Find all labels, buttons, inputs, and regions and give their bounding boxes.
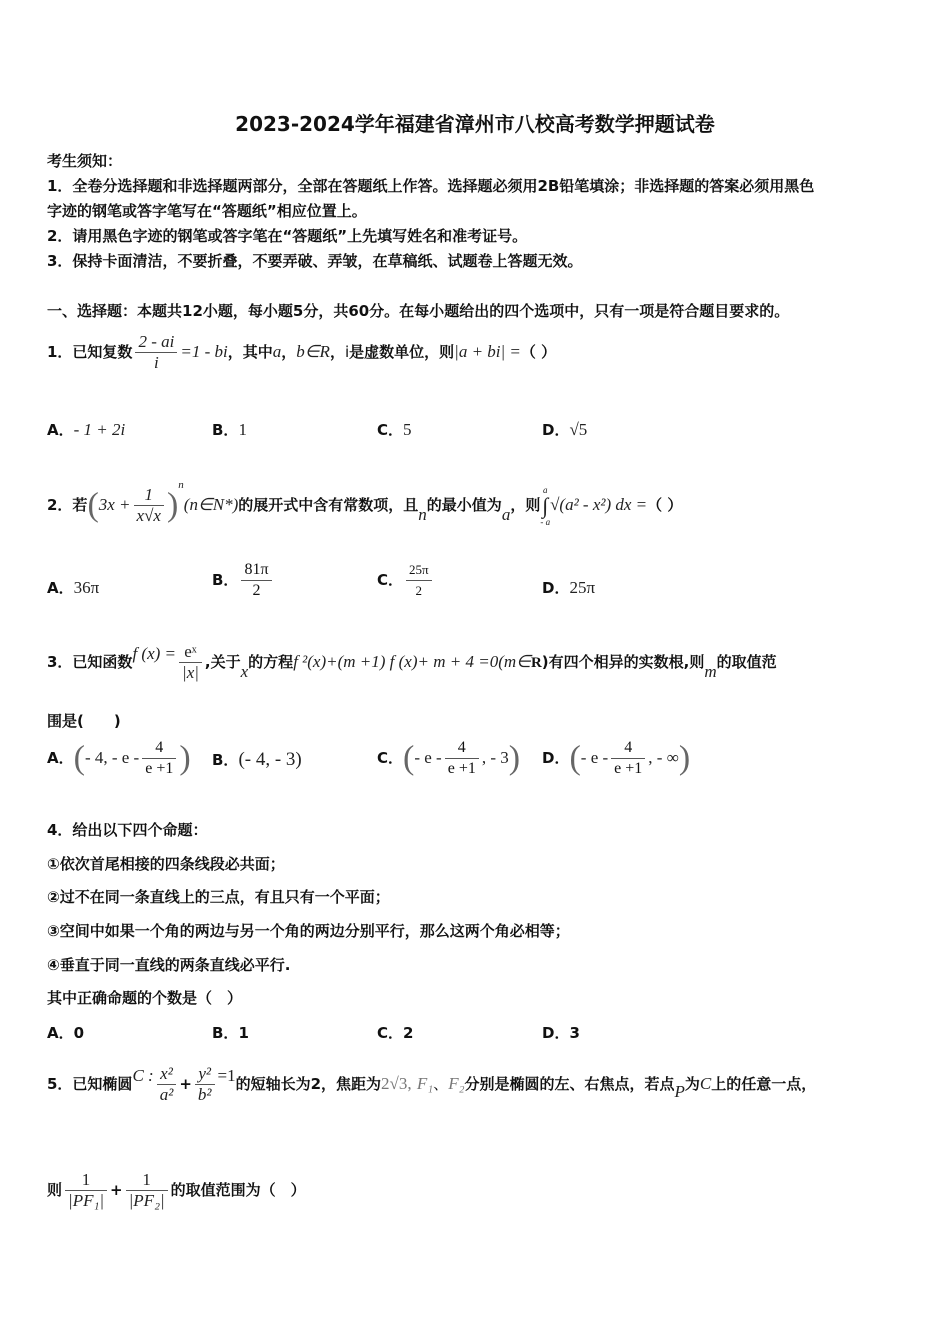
integral-sign: ∫ [542, 492, 549, 518]
option-label: A． [47, 421, 74, 439]
question-1 [47, 332, 556, 373]
option-label: C． [377, 749, 404, 767]
page-title: 2023-2024学年福建省漳州市八校高考数学押题试卷 [235, 112, 715, 136]
q4-ask: 其中正确命题的个数是（ ） [47, 989, 243, 1007]
option-post: , - ∞ [648, 748, 679, 767]
option-fraction [241, 560, 271, 601]
q1-option-b[interactable] [212, 420, 247, 440]
q5-text: 分别是椭圆的左、右焦点，若点 [464, 1075, 675, 1093]
q5-num: y² [195, 1064, 215, 1085]
option-value: 2 [403, 1024, 414, 1042]
option-label: C． [377, 571, 404, 589]
q1-text: 1．已知复数 [47, 343, 133, 361]
question-3 [47, 642, 777, 683]
q3-text: )有四个相异的实数根,则 [541, 653, 705, 671]
option-num: 4 [142, 738, 176, 759]
q3-line2: 围是( ) [47, 712, 121, 730]
q3-m: m [704, 662, 717, 681]
q5-den: a² [159, 1085, 174, 1104]
option-label: C． [377, 1024, 404, 1042]
q5-den: |PF₂| [128, 1191, 165, 1210]
option-num: 4 [611, 738, 645, 759]
q4-option-c[interactable] [377, 1023, 413, 1043]
q5-text: 的取值范围为（ ） [170, 1181, 306, 1199]
q5-den: b² [197, 1085, 212, 1104]
option-num: 25π [406, 560, 432, 581]
option-label: D． [542, 421, 570, 439]
q5-fraction-y [195, 1064, 215, 1105]
option-den: e +1 [614, 760, 643, 777]
q5-plus: + [179, 1075, 192, 1093]
option-den: e +1 [447, 760, 476, 777]
q2-text: 2．若 [47, 496, 88, 514]
question-4: 4．给出以下四个命题： [47, 821, 208, 839]
q5-p: P [674, 1082, 685, 1101]
q5-line2 [47, 1170, 306, 1211]
option-pre: - e - [580, 748, 609, 767]
q5-c: C [699, 1074, 712, 1093]
option-fraction [445, 738, 479, 779]
q4-option-a[interactable] [47, 1023, 84, 1043]
q1-text: ， [329, 343, 345, 361]
q2-text: 的展开式中含有常数项，且 [238, 496, 419, 514]
option-label: B． [212, 1024, 239, 1042]
q4-options [47, 1023, 907, 1045]
q5-plus: + [110, 1181, 123, 1199]
q1-option-c[interactable] [377, 420, 412, 440]
section-heading: 一、选择题：本题共12小题，每小题5分，共60分。在每小题给出的四个选项中，只有一项是符合题目要求的。 [47, 302, 790, 320]
q1-abs: |a + bi| = [454, 342, 521, 361]
q4-proposition: ③空间中如果一个角的两边与另一个角的两边分别平行，那么这两个角必相等； [47, 922, 570, 940]
q1-text: ，其中 [227, 343, 273, 361]
q3-fraction [179, 642, 202, 683]
option-label: B． [212, 751, 239, 769]
q1-text: 是虚数单位，则 [349, 343, 455, 361]
q3-f: f (x) = [132, 644, 177, 663]
notice-item: 1．全卷分选择题和非选择题两部分，全部在答题纸上作答。选择题必须用2B铅笔填涂；非选择题的答案必须用黑色 [47, 177, 815, 195]
q1-text: （ ） [520, 343, 557, 361]
option-den: 2 [252, 582, 261, 599]
option-label: D． [542, 749, 570, 767]
notice-item: 2．请用黑色字迹的钢笔或答字笔在“答题纸”上先填写姓名和准考证号。 [47, 227, 528, 245]
q2-den: x√x [136, 506, 161, 525]
q4-proposition: ②过不在同一条直线上的三点，有且只有一个平面； [47, 888, 390, 906]
q2-num: 1 [134, 485, 164, 506]
option-label: A． [47, 579, 74, 597]
q4-option-d[interactable] [542, 1023, 580, 1043]
q2-option-d[interactable] [542, 578, 595, 598]
q5-den: |PF₁| [68, 1191, 105, 1210]
q1-eq: =1 - bi [180, 342, 228, 361]
q5-C: C : [132, 1066, 154, 1085]
q1-i: i [344, 343, 350, 361]
q2-n: n [418, 505, 427, 524]
q5-text: 、 [433, 1075, 449, 1093]
option-label: B． [212, 421, 239, 439]
q3-den: |x| [182, 663, 199, 682]
q5-fraction-pf2 [126, 1170, 168, 1211]
q1-options [47, 420, 907, 444]
q3-text: 3．已知函数 [47, 653, 133, 671]
q2-option-a[interactable] [47, 578, 99, 598]
option-num: 81π [241, 560, 271, 581]
q1-den: i [154, 353, 159, 372]
option-value: 3 [569, 1024, 580, 1042]
q3-num: eˣ [179, 642, 202, 663]
q3-option-b[interactable] [212, 750, 302, 770]
q2-options [47, 560, 907, 610]
q2-exp: n [178, 479, 184, 491]
q5-text: 则 [47, 1181, 63, 1199]
q2-integrand: √(a² - x²) dx = [550, 495, 648, 514]
q1-b: b∈R [296, 342, 330, 361]
option-label: D． [542, 1024, 570, 1042]
option-label: B． [212, 571, 239, 589]
q5-text: 为 [684, 1075, 700, 1093]
notice-item: 字迹的钢笔或答字笔写在“答题纸”相应位置上。 [47, 202, 367, 220]
q3-option-a[interactable]: A．(- 4, - e - $\frac{4}{e +1}$ ) [47, 739, 191, 777]
option-value: √5 [569, 420, 588, 439]
option-pre: - e - [414, 748, 442, 767]
q2-option-c[interactable] [377, 560, 435, 601]
q5-text: 上的任意一点， [711, 1075, 817, 1093]
q4-proposition: ④垂直于同一直线的两条直线必平行. [47, 956, 291, 974]
q5-eq: =1 [217, 1066, 236, 1085]
q2-text: （ ） [647, 496, 683, 514]
q3-R: R [530, 655, 542, 671]
q1-option-d[interactable] [542, 420, 587, 440]
q5-text: 5．已知椭圆 [47, 1075, 133, 1093]
option-value: 36π [73, 578, 100, 597]
option-value: 1 [238, 420, 247, 439]
q5-fraction-pf1 [65, 1170, 107, 1211]
q3-text: 的方程 [248, 653, 294, 671]
q5-fraction-x [157, 1064, 177, 1105]
q5-f1: F₁ [416, 1074, 434, 1093]
q5-text: 的短轴长为2，焦距为 [235, 1075, 382, 1093]
q3-text: ,关于 [204, 653, 241, 671]
q5-num: 1 [126, 1170, 168, 1191]
q3-text: 的取值范 [716, 653, 777, 671]
q5-num: 1 [65, 1170, 107, 1191]
q2-option-b[interactable] [212, 560, 275, 601]
option-den: e +1 [145, 760, 174, 777]
option-value: 25π [569, 578, 596, 597]
option-label: D． [542, 579, 570, 597]
q1-num: 2 - ai [135, 332, 177, 353]
q5-f2: F₂ [448, 1074, 465, 1093]
q2-fraction [134, 485, 164, 526]
option-label: A． [47, 749, 74, 767]
q4-proposition: ①依次首尾相接的四条线段必共面； [47, 855, 285, 873]
option-value: 5 [403, 420, 412, 439]
q2-a: a [501, 505, 511, 524]
question-5 [47, 1064, 816, 1105]
q1-option-a[interactable] [47, 420, 125, 440]
option-value: (- 4, - 3) [238, 749, 302, 770]
option-label: C． [377, 421, 404, 439]
q3-option-d[interactable]: D．(- e - $\frac{4}{e +1}$ , - ∞) [542, 739, 691, 777]
q5-num: x² [157, 1064, 177, 1085]
option-den: 2 [415, 583, 423, 598]
q3-equation: f ²(x)+(m +1) f (x)+ m + 4 =0(m∈ [293, 652, 531, 671]
q5-focal: 2√3, [381, 1074, 412, 1093]
option-fraction [611, 738, 645, 779]
option-num: 4 [445, 738, 479, 759]
option-value: - 1 + 2i [73, 420, 126, 439]
option-post: , - 3 [481, 748, 509, 767]
option-value: 0 [73, 1024, 85, 1042]
q1-text: ， [281, 343, 297, 361]
question-2: 2．若(3x + $\frac{1}{x√x}$ )$^n$(n∈N*)的展开式中含有常数项，且n的最小值为a，则 a ∫ - a √(a² - x²) dx =（ ） [47, 479, 683, 527]
q2-base: 3x + [98, 495, 131, 514]
q2-text: ，则 [510, 496, 541, 514]
q1-a: a [272, 342, 282, 361]
notice-item: 3．保持卡面清洁，不要折叠，不要弄破、弄皱，在草稿纸、试题卷上答题无效。 [47, 252, 583, 270]
q2-integral [540, 485, 550, 527]
q2-text: 的最小值为 [426, 496, 502, 514]
option-fraction [406, 560, 432, 601]
q3-options [47, 738, 927, 788]
q1-fraction [135, 332, 177, 373]
notice-heading: 考生须知： [47, 152, 123, 170]
q3-x: x [240, 662, 249, 681]
option-pre: - 4, - e - [84, 748, 140, 767]
option-fraction [142, 738, 176, 779]
q2-lower: - a [540, 516, 551, 527]
q3-option-c[interactable]: C．(- e - $\frac{4}{e +1}$ , - 3) [377, 739, 521, 777]
option-label: A． [47, 1024, 74, 1042]
q2-cond: (n∈N*) [183, 495, 239, 514]
option-value: 1 [238, 1024, 249, 1042]
q4-option-b[interactable] [212, 1023, 249, 1043]
q2-upper: a [542, 484, 548, 495]
